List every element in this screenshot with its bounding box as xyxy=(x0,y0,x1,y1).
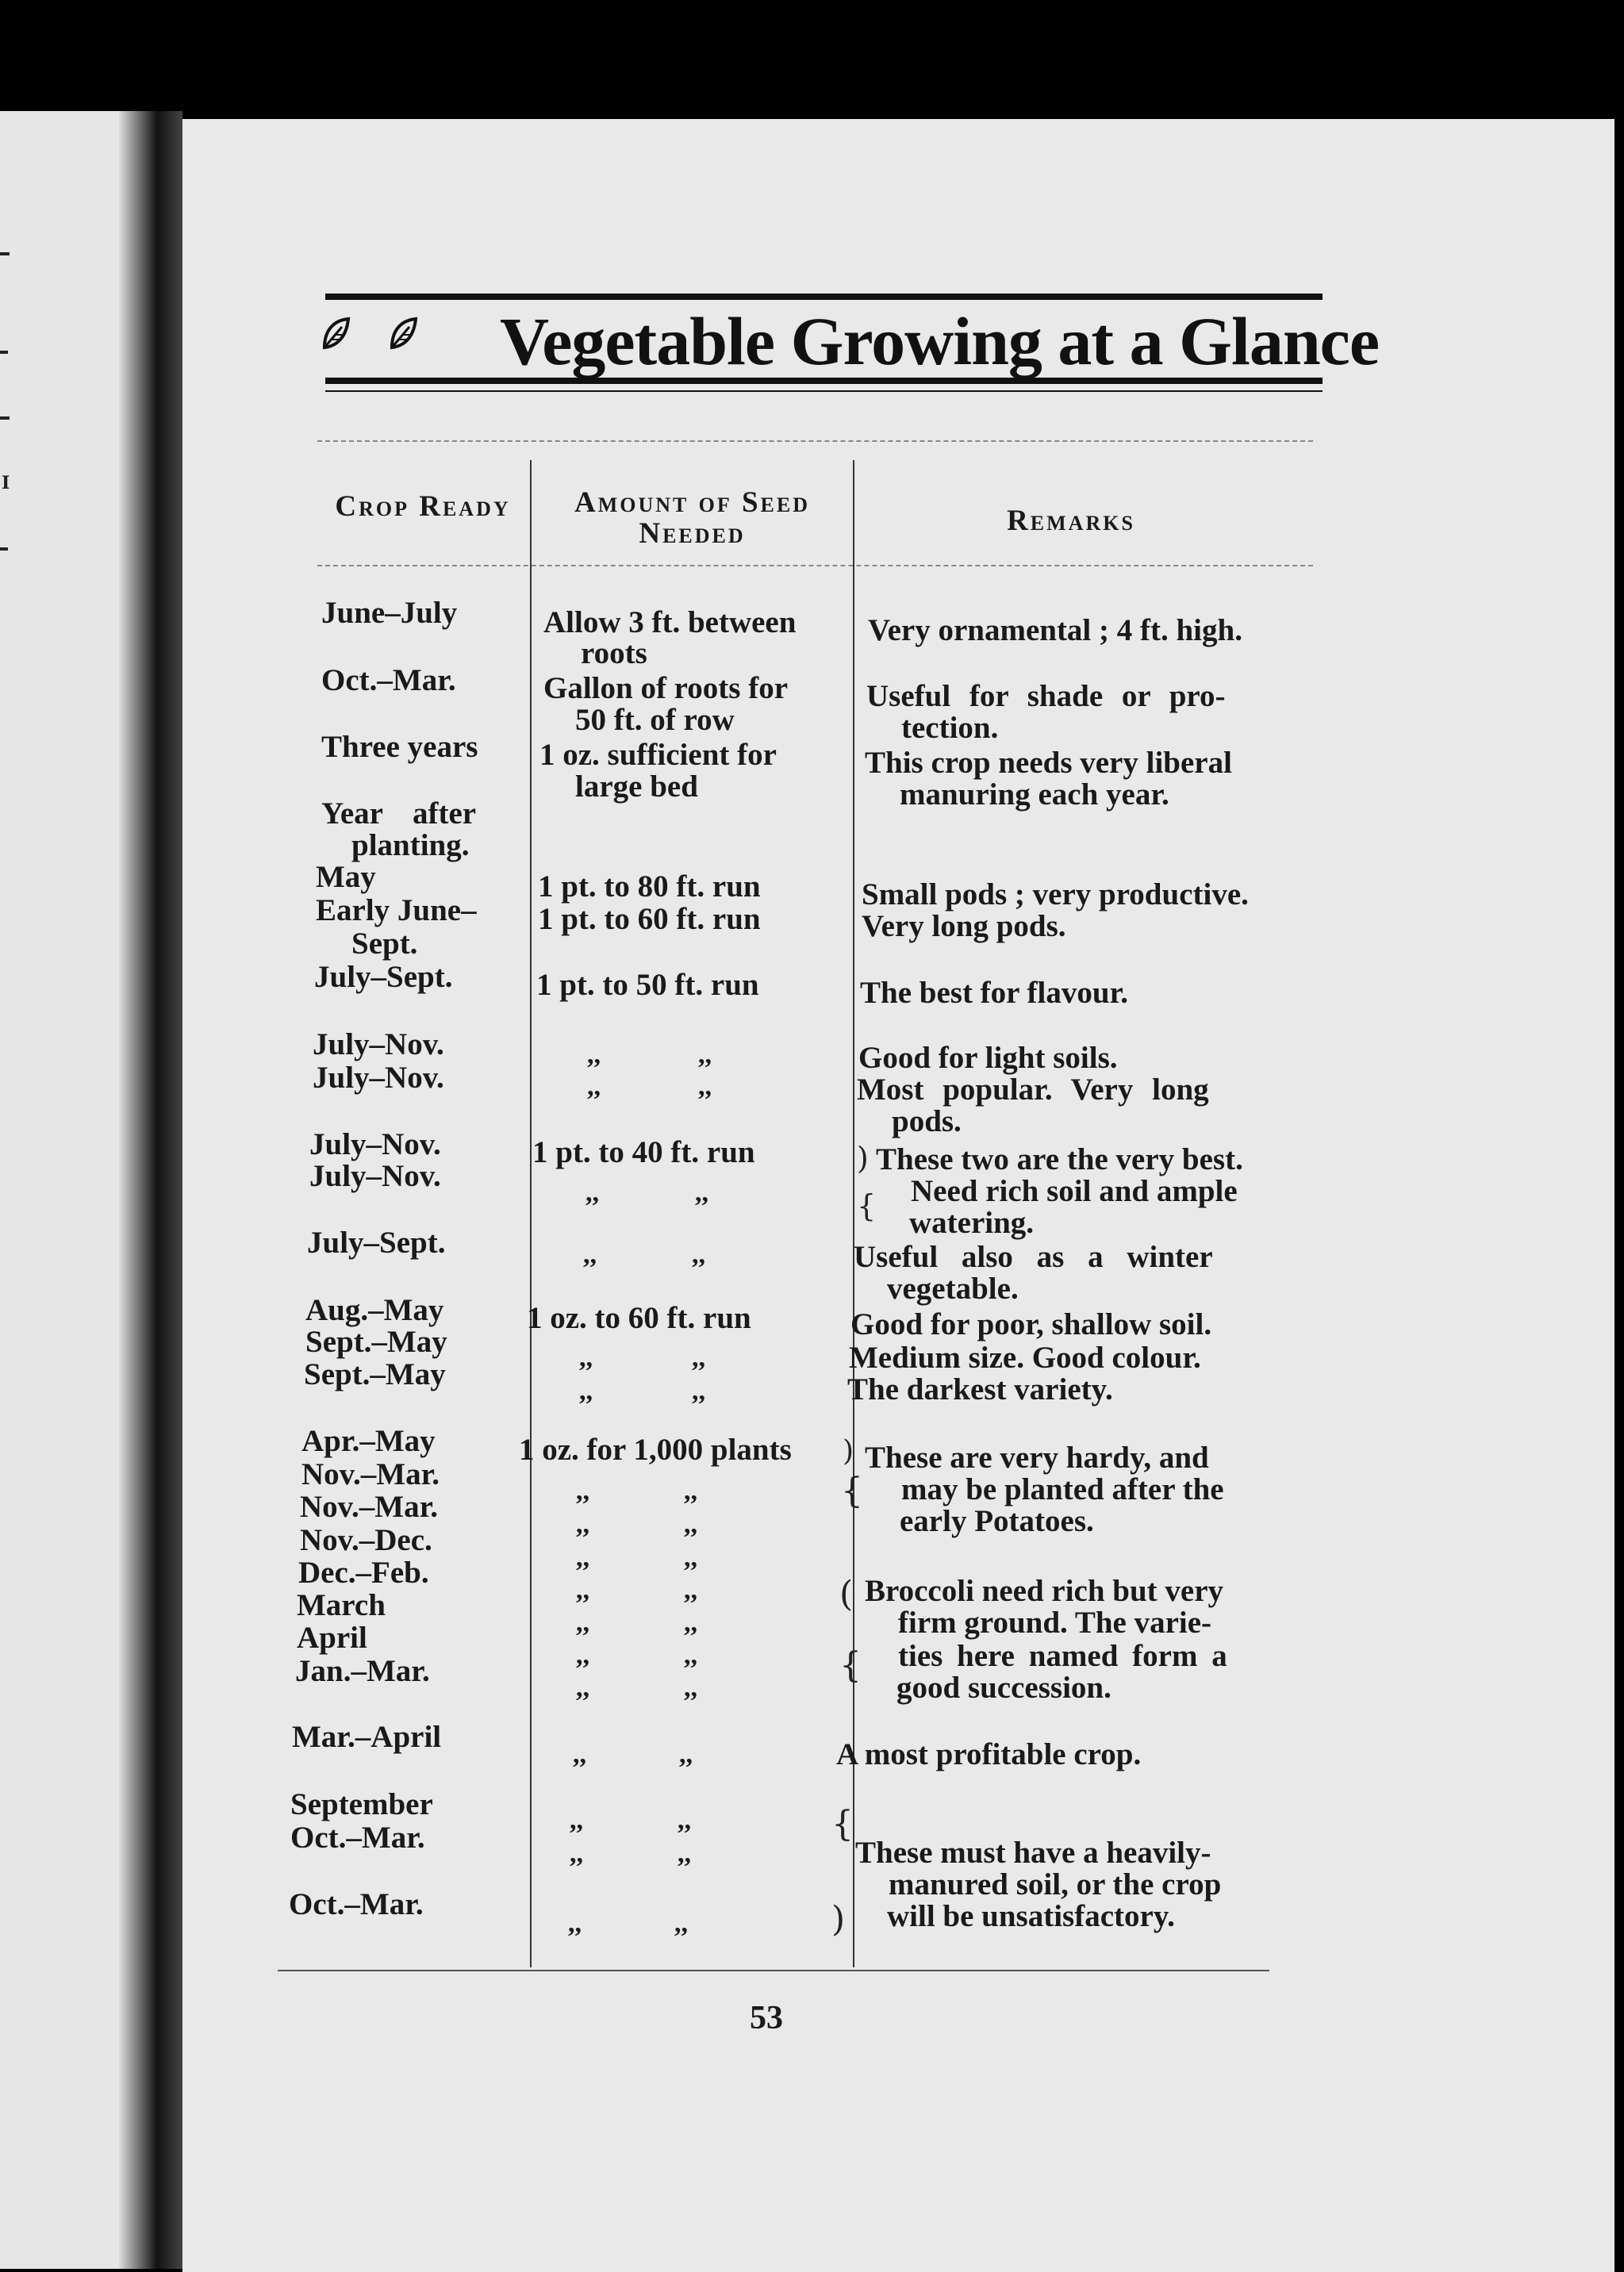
ditto-mark: ,, xyxy=(679,1740,693,1769)
ditto-mark: ,, xyxy=(576,1673,589,1702)
seed-amount-cell: 1 pt. to 60 ft. run xyxy=(538,902,761,936)
leaf-ornament-icon xyxy=(389,316,419,351)
ditto-mark: ,, xyxy=(684,1575,697,1605)
crop-ready-cell: Sept.–May xyxy=(305,1325,447,1359)
seed-amount-cell: large bed xyxy=(575,769,698,804)
crop-ready-cell: April xyxy=(297,1621,367,1655)
ditto-mark: ,, xyxy=(684,1510,697,1539)
seed-amount-cell: Allow 3 ft. between xyxy=(543,605,797,639)
remarks-cell: A most profitable crop. xyxy=(836,1737,1142,1771)
column-divider-1 xyxy=(530,460,532,1967)
remarks-cell: manuring each year. xyxy=(900,777,1169,812)
remarks-cell: Small pods ; very productive. xyxy=(862,877,1249,911)
ditto-mark: ,, xyxy=(568,1909,582,1938)
ditto-mark: ,, xyxy=(674,1909,688,1938)
top-rule xyxy=(325,294,1323,300)
remarks-cell: The best for flavour. xyxy=(860,976,1129,1010)
crop-ready-cell: Oct.–Mar. xyxy=(321,663,456,697)
seed-amount-cell: 1 oz. sufficient for xyxy=(539,738,777,772)
ditto-mark: ,, xyxy=(698,1072,712,1101)
remarks-cell: firm ground. The varie- xyxy=(898,1606,1212,1640)
remarks-cell: tection. xyxy=(901,711,999,745)
crop-ready-cell: July–Sept. xyxy=(314,960,453,994)
ditto-mark: ,, xyxy=(585,1178,599,1207)
remarks-cell: These are very hardy, and xyxy=(865,1441,1209,1475)
ditto-mark: ,, xyxy=(583,1240,597,1269)
remarks-cell: Most popular. Very long xyxy=(857,1073,1209,1107)
crop-ready-cell: July–Sept. xyxy=(307,1226,446,1260)
bracket-mark: ) xyxy=(831,1899,846,1940)
remarks-cell: will be unsatisfactory. xyxy=(887,1899,1175,1933)
ditto-mark: ,, xyxy=(698,1040,712,1069)
ditto-mark: ,, xyxy=(684,1608,697,1637)
ditto-mark: ,, xyxy=(576,1575,589,1605)
remarks-cell: Useful for shade or pro- xyxy=(866,679,1226,713)
remarks-cell: Useful also as a winter xyxy=(854,1240,1213,1274)
crop-ready-cell: Year after xyxy=(321,796,477,831)
bracket-mark: { xyxy=(831,1804,854,1844)
ditto-mark: ,, xyxy=(576,1543,589,1572)
ditto-mark: ,, xyxy=(576,1608,589,1637)
header-crop-ready: Crop Ready xyxy=(335,490,511,523)
ditto-mark: ,, xyxy=(695,1178,708,1207)
ditto-mark: ,, xyxy=(570,1806,583,1835)
crop-ready-cell: Mar.–April xyxy=(292,1720,442,1754)
remarks-cell: early Potatoes. xyxy=(900,1504,1094,1538)
ditto-mark: ,, xyxy=(684,1673,697,1702)
bracket-mark: ) xyxy=(857,1141,869,1176)
seed-amount-cell: 1 pt. to 80 ft. run xyxy=(538,869,761,904)
header-bottom-rule xyxy=(317,565,1313,566)
ditto-mark: ,, xyxy=(587,1072,601,1101)
ditto-mark: ,, xyxy=(692,1240,705,1269)
crop-ready-cell: July–Nov. xyxy=(313,1027,444,1061)
remarks-cell: Very ornamental ; 4 ft. high. xyxy=(868,613,1242,647)
remarks-cell: ties here named form a xyxy=(898,1639,1227,1673)
bracket-mark: { xyxy=(857,1188,877,1223)
remarks-cell: Need rich soil and ample xyxy=(911,1174,1238,1208)
remarks-cell: Broccoli need rich but very xyxy=(865,1574,1224,1608)
remarks-cell: Good for poor, shallow soil. xyxy=(850,1307,1212,1341)
bracket-mark: { xyxy=(839,1645,862,1686)
crop-ready-cell: May xyxy=(316,860,376,894)
ditto-mark: ,, xyxy=(576,1510,589,1539)
header-amount-line1: Amount of Seed xyxy=(574,486,811,519)
page xyxy=(182,119,1614,2272)
crop-ready-cell: Aug.–May xyxy=(305,1293,444,1327)
seed-amount-cell: 1 pt. to 50 ft. run xyxy=(536,968,759,1002)
remarks-cell: These two are the very best. xyxy=(876,1142,1243,1176)
crop-ready-cell: June–July xyxy=(321,596,458,630)
ditto-mark: ,, xyxy=(692,1343,705,1372)
bracket-mark: ) xyxy=(843,1435,854,1468)
crop-ready-cell: Nov.–Mar. xyxy=(300,1490,439,1524)
ditto-mark: ,, xyxy=(573,1740,586,1769)
crop-ready-cell: Oct.–Mar. xyxy=(289,1887,424,1921)
remarks-cell: good succession. xyxy=(896,1671,1111,1705)
crop-ready-cell: July–Nov. xyxy=(309,1159,441,1193)
crop-ready-cell: Dec.–Feb. xyxy=(298,1556,429,1590)
bracket-mark: ( xyxy=(839,1574,854,1614)
crop-ready-cell: Nov.–Dec. xyxy=(300,1523,432,1557)
crop-ready-cell: July–Nov. xyxy=(309,1127,441,1161)
seed-amount-cell: roots xyxy=(581,636,647,670)
crop-ready-cell: July–Nov. xyxy=(313,1061,444,1095)
remarks-cell: pods. xyxy=(892,1104,962,1138)
crop-ready-cell: September xyxy=(290,1787,433,1821)
crop-ready-cell: Oct.–Mar. xyxy=(290,1821,425,1855)
ditto-mark: ,, xyxy=(576,1476,589,1506)
crop-ready-cell: Nov.–Mar. xyxy=(301,1457,440,1491)
page-title: Vegetable Growing at a Glance xyxy=(500,303,1380,379)
crop-ready-cell: Jan.–Mar. xyxy=(295,1654,430,1688)
header-top-rule xyxy=(317,440,1313,442)
crop-ready-cell: Apr.–May xyxy=(301,1424,436,1458)
remarks-cell: manured soil, or the crop xyxy=(889,1867,1222,1902)
seed-amount-cell: 50 ft. of row xyxy=(575,703,735,737)
ditto-mark: ,, xyxy=(692,1376,705,1406)
seed-amount-cell: 1 oz. to 60 ft. run xyxy=(527,1301,751,1335)
remarks-cell: The darkest variety. xyxy=(847,1372,1113,1407)
seed-amount-cell: 1 pt. to 40 ft. run xyxy=(532,1135,755,1169)
ditto-mark: ,, xyxy=(684,1476,697,1506)
crop-ready-cell: planting. xyxy=(351,828,470,862)
ditto-mark: ,, xyxy=(579,1343,593,1372)
ditto-mark: ,, xyxy=(678,1839,691,1868)
remarks-cell: Good for light soils. xyxy=(858,1041,1118,1075)
header-amount-line2: Needed xyxy=(639,517,746,550)
remarks-cell: watering. xyxy=(909,1206,1035,1240)
remarks-cell: may be planted after the xyxy=(901,1472,1224,1506)
bracket-mark: { xyxy=(841,1471,863,1511)
crop-ready-cell: Sept. xyxy=(351,927,418,961)
remarks-cell: Medium size. Good colour. xyxy=(849,1341,1201,1375)
ditto-mark: ,, xyxy=(587,1040,601,1069)
ditto-mark: ,, xyxy=(576,1641,589,1670)
seed-amount-cell: 1 oz. for 1,000 plants xyxy=(519,1433,792,1467)
remarks-cell: Very long pods. xyxy=(862,909,1066,943)
title-underline-thin xyxy=(325,390,1323,392)
ditto-mark: ,, xyxy=(684,1543,697,1572)
page-number: 53 xyxy=(750,2000,783,2036)
crop-ready-cell: March xyxy=(297,1588,386,1622)
crop-ready-cell: Early June– xyxy=(316,893,477,927)
ditto-mark: ,, xyxy=(684,1641,697,1670)
remarks-cell: These must have a heavily- xyxy=(855,1836,1211,1870)
remarks-cell: vegetable. xyxy=(887,1272,1019,1306)
ditto-mark: ,, xyxy=(579,1376,593,1406)
table-bottom-rule xyxy=(278,1970,1269,1971)
ditto-mark: ,, xyxy=(570,1839,583,1868)
remarks-cell: This crop needs very liberal xyxy=(865,746,1232,780)
header-remarks: Remarks xyxy=(1007,505,1135,537)
crop-ready-cell: Sept.–May xyxy=(304,1357,446,1391)
leaf-ornament-icon xyxy=(321,316,351,351)
book-spine xyxy=(119,111,182,2269)
ditto-mark: ,, xyxy=(678,1806,691,1835)
seed-amount-cell: Gallon of roots for xyxy=(543,671,789,705)
crop-ready-cell: Three years xyxy=(321,730,478,764)
